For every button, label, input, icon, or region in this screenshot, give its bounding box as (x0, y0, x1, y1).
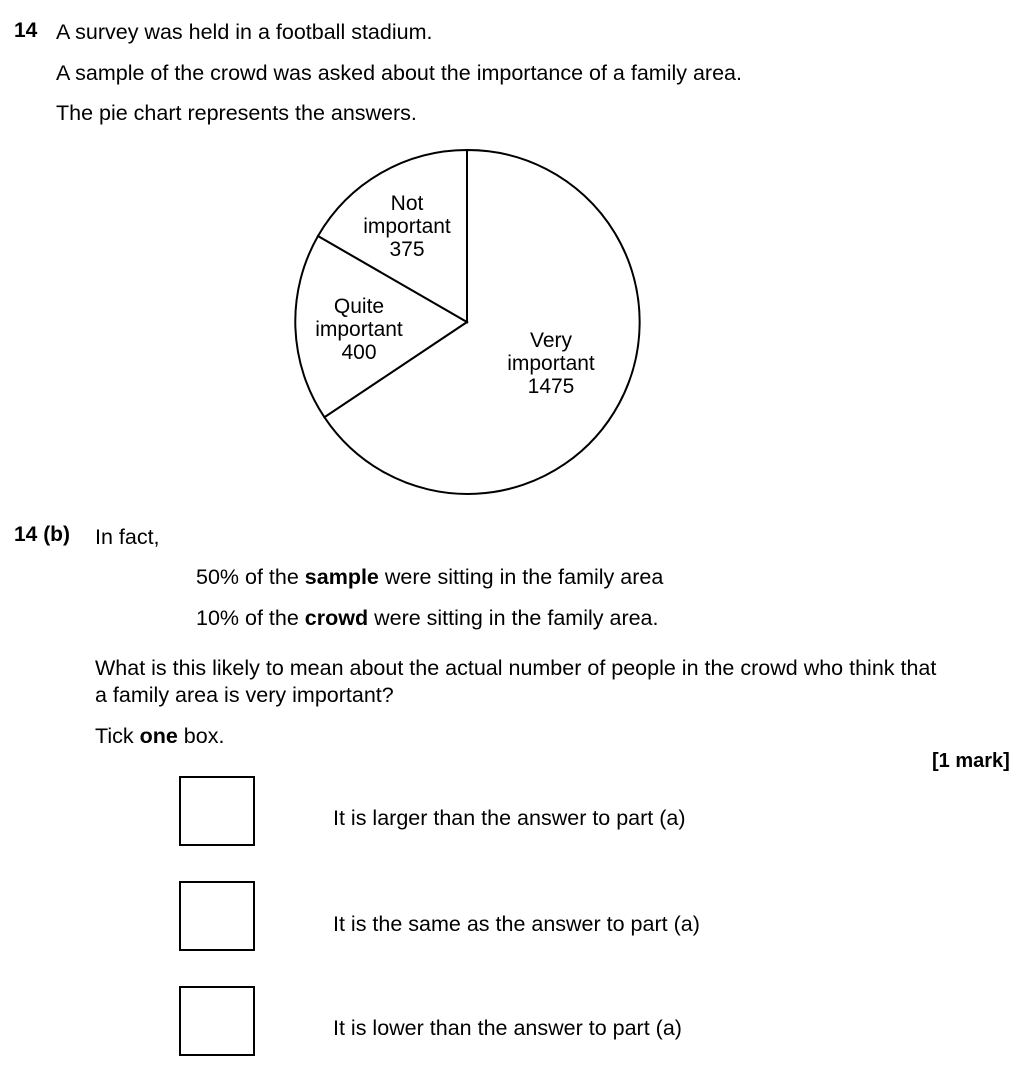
fact-line-2-prefix: 10% of the (196, 606, 305, 630)
part-b-lead: In fact, (95, 525, 160, 549)
prompt-line-2: a family area is very important? (95, 683, 394, 707)
option-label-2: It is the same as the answer to part (a) (333, 912, 700, 936)
fact-line-2 (196, 604, 659, 632)
prompt-line-1: What is this likely to mean about the actual number of people in the crowd who think that (95, 656, 937, 680)
fact-line-2-bold: crowd (304, 606, 369, 630)
question-part-b-label: 14 (b) (14, 523, 71, 546)
tick-box-option-2[interactable] (179, 881, 255, 951)
intro-line-3: The pie chart represents the answers. (56, 101, 417, 125)
question-number-14: 14 (14, 19, 38, 42)
intro-line-1: A survey was held in a football stadium. (56, 20, 433, 44)
tick-instruction-suffix: box. (177, 724, 225, 748)
pie-label-not-important-name-2: important (363, 215, 451, 238)
pie-label-very-important-name-2: important (507, 352, 595, 375)
tick-box-option-3[interactable] (179, 986, 255, 1056)
option-label-3: It is lower than the answer to part (a) (333, 1016, 682, 1040)
pie-label-quite-important-name: Quite (333, 295, 385, 318)
tick-instruction-prefix: Tick (95, 724, 140, 748)
fact-line-2-suffix: were sitting in the family area. (368, 606, 659, 630)
tick-instruction-bold: one (139, 724, 178, 748)
pie-chart (280, 140, 660, 510)
pie-label-quite-important-name-2: important (315, 318, 403, 341)
fact-line-1-bold: sample (304, 565, 379, 589)
pie-label-not-important-name: Not (390, 192, 424, 215)
option-label-1: It is larger than the answer to part (a) (333, 806, 686, 830)
fact-line-1-suffix: were sitting in the family area (378, 565, 664, 589)
tick-box-option-1[interactable] (179, 776, 255, 846)
fact-line-1-prefix: 50% of the (196, 565, 305, 589)
fact-line-1 (196, 563, 663, 591)
marks-label: [1 mark] (932, 750, 1010, 772)
pie-label-not-important-value: 375 (389, 238, 425, 261)
pie-label-very-important-value: 1475 (527, 375, 575, 398)
intro-line-2: A sample of the crowd was asked about the importance of a family area. (56, 61, 742, 85)
pie-label-quite-important-value: 400 (341, 341, 377, 364)
tick-instruction (95, 722, 224, 750)
pie-label-very-important-name: Very (529, 329, 573, 352)
